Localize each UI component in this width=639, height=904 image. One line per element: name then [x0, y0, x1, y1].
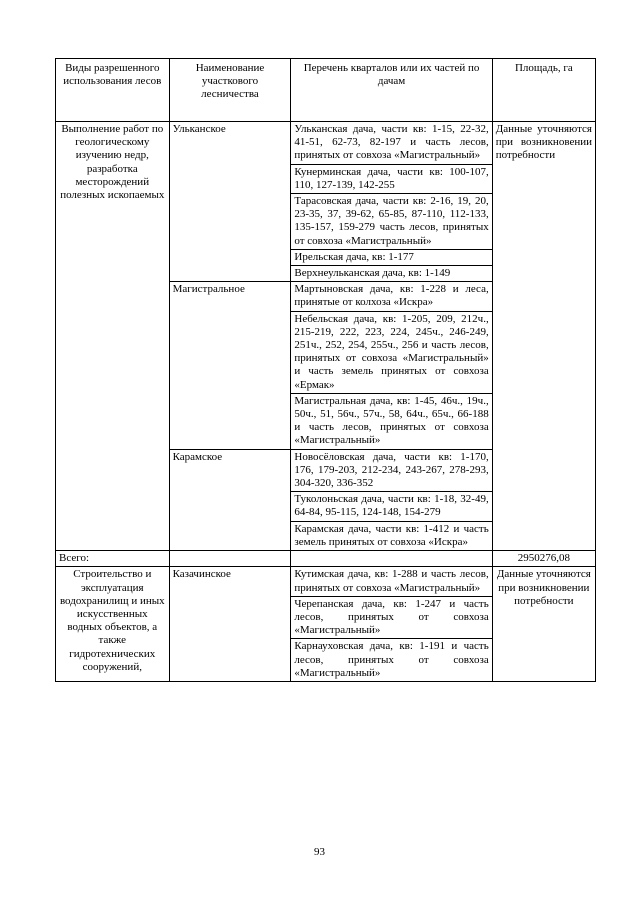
quarter-list-item: Туколоньская дача, части кв: 1-18, 32-49, 64-84, 95-115, 124-148, 154-279 [291, 492, 492, 521]
quarter-list-item: Ульканская дача, части кв: 1-15, 22-32, 41-51, 62-73, 82-197 и часть лесов, принятых от совхоза «Магистральный» [291, 122, 492, 165]
total-empty-cell [169, 551, 291, 567]
use-type-cell: Выполнение работ по геологическому изучению недр, разработка месторождений полезных ископаемых [56, 122, 170, 551]
quarter-list-item: Тарасовская дача, части кв: 2-16, 19, 20, 23-35, 37, 39-62, 65-85, 87-110, 112-133, 135-157, 159-279 часть лесов, принятых от совхоза «Магистральный» [291, 194, 492, 250]
quarter-list-item: Новосёловская дача, части кв: 1-170, 176, 179-203, 212-234, 243-267, 278-293, 304-320, 336-352 [291, 449, 492, 492]
header-quarters-list: Перечень кварталов или их частей по дачам [291, 59, 492, 122]
quarter-list-item: Небельская дача, кв: 1-205, 209, 212ч., 215-219, 222, 223, 224, 245ч., 246-249, 251ч., 252, 254, 255ч., 256 и часть лесов, принятых от совхоза «Магистральный» и часть земель принятых от совхоза «Ермак» [291, 311, 492, 393]
quarter-list-item: Карамская дача, части кв: 1-412 и часть земель принятых от совхоза «Искра» [291, 521, 492, 550]
forestry-name-cell: Ульканское [169, 122, 291, 282]
table-row [56, 567, 596, 596]
header-forestry-name: Наименование участкового лесничества [169, 59, 291, 122]
quarter-list-item: Магистральная дача, кв: 1-45, 46ч., 19ч., 50ч., 51, 56ч., 57ч., 58, 64ч., 65ч., 66-188 и часть лесов, принятых от совхоза «Магистральный» [291, 393, 492, 449]
header-area: Площадь, га [492, 59, 595, 122]
quarter-list-item: Ирельская дача, кв: 1-177 [291, 249, 492, 265]
quarter-list-item: Карнауховская дача, кв: 1-191 и часть лесов, принятых от совхоза «Магистральный» [291, 639, 492, 682]
forestry-name-cell: Казачинское [169, 567, 291, 682]
forestry-name-cell: Карамское [169, 449, 291, 550]
forestry-name-cell: Магистральное [169, 282, 291, 449]
table-row [56, 122, 596, 165]
header-row [56, 59, 596, 122]
page-number: 93 [314, 846, 325, 858]
forest-use-table [55, 58, 596, 682]
total-empty-cell [291, 551, 492, 567]
quarter-list-item: Черепанская дача, кв: 1-247 и часть лесов, принятых от совхоза «Магистральный» [291, 596, 492, 639]
quarter-list-item: Верхнеульканская дача, кв: 1-149 [291, 266, 492, 282]
quarter-list-item: Кунерминская дача, части кв: 100-107, 110, 127-139, 142-255 [291, 164, 492, 193]
use-type-cell: Строительство и эксплуатация водохранилищ и иных искусственных водных объектов, а также гидротехнических сооружений, [56, 567, 170, 682]
total-row [56, 551, 596, 567]
total-value: 2950276,08 [492, 551, 595, 567]
area-note-cell: Данные уточняются при возникновении потребности [492, 567, 595, 682]
quarter-list-item: Кутимская дача, кв: 1-288 и часть лесов, принятых от совхоза «Магистральный» [291, 567, 492, 596]
total-label: Всего: [56, 551, 170, 567]
quarter-list-item: Мартыновская дача, кв: 1-228 и леса, принятые от колхоза «Искра» [291, 282, 492, 311]
header-use-type: Виды разрешенного использования лесов [56, 59, 170, 122]
area-note-cell: Данные уточняются при возникновении потребности [492, 122, 595, 551]
